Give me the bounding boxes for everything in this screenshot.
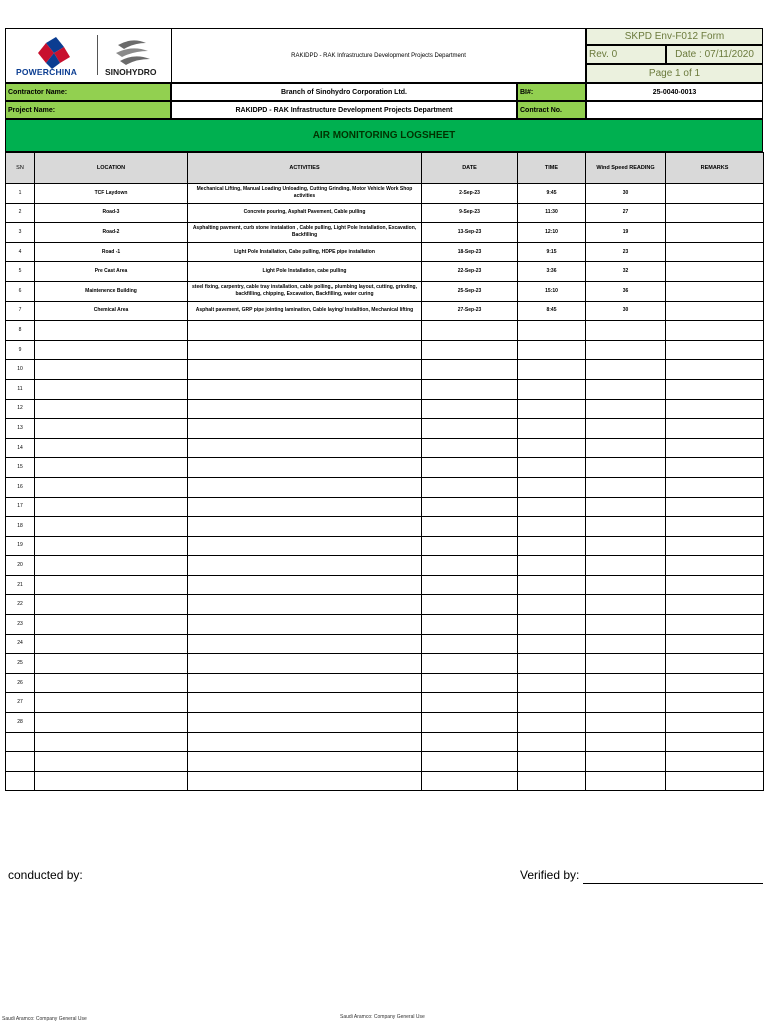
time-cell bbox=[518, 752, 586, 772]
location-cell bbox=[35, 321, 188, 341]
date-cell: 22-Sep-23 bbox=[422, 262, 518, 282]
time-cell bbox=[518, 771, 586, 791]
activities-cell bbox=[188, 360, 422, 380]
table-row bbox=[6, 223, 764, 243]
classification-footer-left: Saudi Aramco: Company General Use bbox=[2, 1016, 87, 1022]
date-cell bbox=[422, 379, 518, 399]
wind-speed-cell bbox=[586, 517, 666, 537]
remarks-cell bbox=[666, 399, 764, 419]
activities-cell bbox=[188, 615, 422, 635]
wind-speed-cell: 23 bbox=[586, 242, 666, 262]
activities-cell bbox=[188, 732, 422, 752]
location-cell bbox=[35, 477, 188, 497]
date-cell: 18-Sep-23 bbox=[422, 242, 518, 262]
remarks-cell bbox=[666, 497, 764, 517]
location-cell bbox=[35, 693, 188, 713]
time-cell bbox=[518, 360, 586, 380]
location-cell bbox=[35, 556, 188, 576]
location-cell bbox=[35, 360, 188, 380]
sn-cell: 6 bbox=[6, 281, 35, 301]
remarks-cell bbox=[666, 262, 764, 282]
table-row bbox=[6, 575, 764, 595]
time-cell bbox=[518, 340, 586, 360]
date-cell bbox=[422, 752, 518, 772]
date-cell bbox=[422, 517, 518, 537]
time-cell bbox=[518, 497, 586, 517]
wind-speed-cell bbox=[586, 379, 666, 399]
table-row bbox=[6, 517, 764, 537]
date-cell bbox=[422, 595, 518, 615]
wind-speed-cell: 19 bbox=[586, 223, 666, 243]
activities-cell bbox=[188, 399, 422, 419]
time-cell: 9:45 bbox=[518, 184, 586, 204]
activities-cell bbox=[188, 477, 422, 497]
wind-speed-cell bbox=[586, 556, 666, 576]
remarks-cell bbox=[666, 458, 764, 478]
date-cell bbox=[422, 693, 518, 713]
location-cell bbox=[35, 340, 188, 360]
time-cell bbox=[518, 477, 586, 497]
activities-cell: steel fixing, carpentry, cable tray installation, cable polling,, plumbing layout, cutting, grinding, backfilling, chipping, Excavation, Backfilling, water curing bbox=[188, 281, 422, 301]
date-cell bbox=[422, 615, 518, 635]
time-cell bbox=[518, 536, 586, 556]
classification-footer-center: Saudi Aramco: Company General Use bbox=[340, 1014, 425, 1020]
contract-value bbox=[586, 101, 763, 119]
sn-cell: 3 bbox=[6, 223, 35, 243]
time-cell bbox=[518, 634, 586, 654]
table-row bbox=[6, 262, 764, 282]
form-header bbox=[5, 28, 763, 152]
table-row bbox=[6, 654, 764, 674]
location-cell bbox=[35, 595, 188, 615]
table-row bbox=[6, 184, 764, 204]
date-cell bbox=[422, 438, 518, 458]
location-cell: Pre Cast Area bbox=[35, 262, 188, 282]
wind-speed-cell: 30 bbox=[586, 184, 666, 204]
location-cell bbox=[35, 379, 188, 399]
date-cell bbox=[422, 477, 518, 497]
table-row bbox=[6, 399, 764, 419]
sn-cell: 24 bbox=[6, 634, 35, 654]
table-row bbox=[6, 242, 764, 262]
table-row bbox=[6, 693, 764, 713]
time-cell: 9:15 bbox=[518, 242, 586, 262]
activities-cell: Light Pole Installation, Cabe pulling, HDPE pipe installation bbox=[188, 242, 422, 262]
remarks-cell bbox=[666, 184, 764, 204]
activities-cell: Concrete pouring, Asphalt Pavement, Cable pulling bbox=[188, 203, 422, 223]
table-row bbox=[6, 379, 764, 399]
table-row bbox=[6, 438, 764, 458]
wind-speed-cell bbox=[586, 536, 666, 556]
date-cell bbox=[422, 771, 518, 791]
activities-cell bbox=[188, 536, 422, 556]
wind-speed-cell bbox=[586, 497, 666, 517]
remarks-cell bbox=[666, 634, 764, 654]
wind-speed-cell: 32 bbox=[586, 262, 666, 282]
sn-cell: 22 bbox=[6, 595, 35, 615]
location-cell bbox=[35, 673, 188, 693]
remarks-cell bbox=[666, 732, 764, 752]
sn-cell: 21 bbox=[6, 575, 35, 595]
form-code: SKPD Env-F012 Form bbox=[586, 28, 763, 45]
time-cell: 12:10 bbox=[518, 223, 586, 243]
location-cell bbox=[35, 497, 188, 517]
date-cell bbox=[422, 536, 518, 556]
location-cell bbox=[35, 536, 188, 556]
col-header-remarks: REMARKS bbox=[666, 153, 764, 184]
table-header-row bbox=[6, 153, 764, 184]
sn-cell bbox=[6, 732, 35, 752]
time-cell: 8:45 bbox=[518, 301, 586, 321]
remarks-cell bbox=[666, 673, 764, 693]
sn-cell: 27 bbox=[6, 693, 35, 713]
remarks-cell bbox=[666, 517, 764, 537]
sn-cell: 18 bbox=[6, 517, 35, 537]
table-row bbox=[6, 203, 764, 223]
date-cell: 25-Sep-23 bbox=[422, 281, 518, 301]
location-cell: Road -1 bbox=[35, 242, 188, 262]
wind-speed-cell bbox=[586, 477, 666, 497]
table-row bbox=[6, 477, 764, 497]
wind-speed-cell bbox=[586, 575, 666, 595]
table-row bbox=[6, 556, 764, 576]
activities-cell bbox=[188, 634, 422, 654]
project-label: Project Name: bbox=[5, 101, 171, 119]
date-cell bbox=[422, 419, 518, 439]
verified-by-signature-line[interactable] bbox=[583, 883, 763, 884]
wind-speed-cell bbox=[586, 595, 666, 615]
wind-speed-cell bbox=[586, 458, 666, 478]
sn-cell: 4 bbox=[6, 242, 35, 262]
bi-value: 25-0040-0013 bbox=[586, 83, 763, 101]
sn-cell: 26 bbox=[6, 673, 35, 693]
activities-cell bbox=[188, 556, 422, 576]
date-cell bbox=[422, 575, 518, 595]
location-cell bbox=[35, 419, 188, 439]
sn-cell: 5 bbox=[6, 262, 35, 282]
wind-speed-cell bbox=[586, 693, 666, 713]
activities-cell bbox=[188, 379, 422, 399]
wind-speed-cell bbox=[586, 752, 666, 772]
table-row bbox=[6, 673, 764, 693]
time-cell: 11:30 bbox=[518, 203, 586, 223]
time-cell: 3:36 bbox=[518, 262, 586, 282]
sheet-title: AIR MONITORING LOGSHEET bbox=[5, 119, 763, 152]
time-cell bbox=[518, 673, 586, 693]
date-cell bbox=[422, 321, 518, 341]
wind-speed-cell bbox=[586, 340, 666, 360]
time-cell bbox=[518, 399, 586, 419]
date-cell: 2-Sep-23 bbox=[422, 184, 518, 204]
remarks-cell bbox=[666, 340, 764, 360]
date-cell bbox=[422, 458, 518, 478]
time-cell bbox=[518, 556, 586, 576]
time-cell bbox=[518, 575, 586, 595]
time-cell: 15:10 bbox=[518, 281, 586, 301]
sn-cell: 25 bbox=[6, 654, 35, 674]
activities-cell bbox=[188, 595, 422, 615]
wind-speed-cell bbox=[586, 615, 666, 635]
remarks-cell bbox=[666, 536, 764, 556]
col-header-date: DATE bbox=[422, 153, 518, 184]
activities-cell bbox=[188, 419, 422, 439]
sn-cell: 17 bbox=[6, 497, 35, 517]
location-cell bbox=[35, 615, 188, 635]
time-cell bbox=[518, 732, 586, 752]
verified-by-label: Verified by: bbox=[520, 868, 580, 882]
activities-cell bbox=[188, 693, 422, 713]
wind-speed-cell bbox=[586, 419, 666, 439]
sn-cell: 19 bbox=[6, 536, 35, 556]
wind-speed-cell bbox=[586, 634, 666, 654]
wind-speed-cell bbox=[586, 438, 666, 458]
table-row bbox=[6, 497, 764, 517]
remarks-cell bbox=[666, 223, 764, 243]
table-body bbox=[6, 184, 764, 791]
table-row bbox=[6, 458, 764, 478]
conducted-by-label: conducted by: bbox=[8, 868, 83, 882]
remarks-cell bbox=[666, 556, 764, 576]
activities-cell bbox=[188, 575, 422, 595]
sinohydro-logo bbox=[102, 35, 168, 79]
table-row bbox=[6, 536, 764, 556]
remarks-cell bbox=[666, 477, 764, 497]
date-cell: 27-Sep-23 bbox=[422, 301, 518, 321]
form-date: Date : 07/11/2020 bbox=[666, 45, 763, 64]
activities-cell: Mechanical Lifting, Manual Loading Unloading, Cutting Grinding, Motor Vehicle Work Shop activities bbox=[188, 184, 422, 204]
project-value: RAKIDPD - RAK Infrastructure Development Projects Department bbox=[171, 101, 517, 119]
activities-cell bbox=[188, 752, 422, 772]
location-cell bbox=[35, 634, 188, 654]
contractor-label: Contractor Name: bbox=[5, 83, 171, 101]
location-cell bbox=[35, 713, 188, 733]
wind-speed-cell bbox=[586, 732, 666, 752]
activities-cell bbox=[188, 517, 422, 537]
contract-label: Contract No. bbox=[517, 101, 586, 119]
wind-speed-cell: 36 bbox=[586, 281, 666, 301]
activities-cell: Asphalting pavment, curb stone instalation , Cable pulling, Light Pole Installation, Excavation, Backfilling bbox=[188, 223, 422, 243]
location-cell bbox=[35, 575, 188, 595]
time-cell bbox=[518, 321, 586, 341]
powerchina-wordmark: POWERCHINA bbox=[16, 67, 78, 77]
col-header-activities: ACTIVITIES bbox=[188, 153, 422, 184]
activities-cell bbox=[188, 673, 422, 693]
date-cell bbox=[422, 654, 518, 674]
table-row bbox=[6, 752, 764, 772]
remarks-cell bbox=[666, 752, 764, 772]
remarks-cell bbox=[666, 713, 764, 733]
remarks-cell bbox=[666, 203, 764, 223]
table-row bbox=[6, 771, 764, 791]
logo-divider bbox=[97, 35, 98, 75]
wind-speed-cell bbox=[586, 399, 666, 419]
remarks-cell bbox=[666, 771, 764, 791]
activities-cell bbox=[188, 654, 422, 674]
activities-cell: Asphalt pavement, GRP pipe jointing lamination, Cable laying/ Installtion, Mechanical lifting bbox=[188, 301, 422, 321]
date-cell bbox=[422, 634, 518, 654]
col-header-wind-speed: Wind Speed READING bbox=[586, 153, 666, 184]
table-row bbox=[6, 634, 764, 654]
location-cell bbox=[35, 399, 188, 419]
table-row bbox=[6, 595, 764, 615]
time-cell bbox=[518, 654, 586, 674]
sn-cell: 1 bbox=[6, 184, 35, 204]
activities-cell bbox=[188, 438, 422, 458]
wind-speed-cell: 27 bbox=[586, 203, 666, 223]
powerchina-logo bbox=[16, 35, 90, 79]
sn-cell: 28 bbox=[6, 713, 35, 733]
date-cell bbox=[422, 497, 518, 517]
activities-cell bbox=[188, 771, 422, 791]
time-cell bbox=[518, 379, 586, 399]
remarks-cell bbox=[666, 301, 764, 321]
air-monitoring-table bbox=[5, 152, 764, 791]
table-row bbox=[6, 732, 764, 752]
location-cell: TCF Laydown bbox=[35, 184, 188, 204]
bi-label: BI#: bbox=[517, 83, 586, 101]
remarks-cell bbox=[666, 438, 764, 458]
sn-cell: 20 bbox=[6, 556, 35, 576]
table-row bbox=[6, 301, 764, 321]
remarks-cell bbox=[666, 242, 764, 262]
activities-cell bbox=[188, 713, 422, 733]
remarks-cell bbox=[666, 360, 764, 380]
table-row bbox=[6, 340, 764, 360]
remarks-cell bbox=[666, 419, 764, 439]
location-cell bbox=[35, 732, 188, 752]
remarks-cell bbox=[666, 575, 764, 595]
time-cell bbox=[518, 438, 586, 458]
date-cell bbox=[422, 732, 518, 752]
remarks-cell bbox=[666, 615, 764, 635]
remarks-cell bbox=[666, 693, 764, 713]
sn-cell: 9 bbox=[6, 340, 35, 360]
location-cell bbox=[35, 517, 188, 537]
location-cell: Road-3 bbox=[35, 203, 188, 223]
revision: Rev. 0 bbox=[586, 45, 666, 64]
remarks-cell bbox=[666, 281, 764, 301]
sinohydro-wordmark: SINOHYDRO bbox=[105, 67, 157, 77]
table-row bbox=[6, 615, 764, 635]
wind-speed-cell bbox=[586, 360, 666, 380]
wind-speed-cell bbox=[586, 673, 666, 693]
date-cell bbox=[422, 340, 518, 360]
activities-cell bbox=[188, 497, 422, 517]
time-cell bbox=[518, 713, 586, 733]
sn-cell bbox=[6, 752, 35, 772]
time-cell bbox=[518, 517, 586, 537]
sn-cell: 14 bbox=[6, 438, 35, 458]
sn-cell bbox=[6, 771, 35, 791]
date-cell bbox=[422, 399, 518, 419]
time-cell bbox=[518, 595, 586, 615]
remarks-cell bbox=[666, 595, 764, 615]
table-row bbox=[6, 419, 764, 439]
location-cell bbox=[35, 752, 188, 772]
sn-cell: 15 bbox=[6, 458, 35, 478]
table-row bbox=[6, 281, 764, 301]
location-cell bbox=[35, 654, 188, 674]
table-row bbox=[6, 360, 764, 380]
sn-cell: 11 bbox=[6, 379, 35, 399]
remarks-cell bbox=[666, 321, 764, 341]
date-cell: 13-Sep-23 bbox=[422, 223, 518, 243]
logo-cell bbox=[5, 28, 171, 83]
wind-speed-cell bbox=[586, 654, 666, 674]
header-title: RAKIDPD - RAK Infrastructure Development Projects Department bbox=[171, 28, 586, 83]
table-row bbox=[6, 321, 764, 341]
location-cell: Chemical Area bbox=[35, 301, 188, 321]
activities-cell bbox=[188, 321, 422, 341]
activities-cell: Light Pole Installation, cabe pulling bbox=[188, 262, 422, 282]
sn-cell: 13 bbox=[6, 419, 35, 439]
location-cell: Road-2 bbox=[35, 223, 188, 243]
wind-speed-cell bbox=[586, 321, 666, 341]
wind-speed-cell bbox=[586, 713, 666, 733]
time-cell bbox=[518, 458, 586, 478]
col-header-time: TIME bbox=[518, 153, 586, 184]
activities-cell bbox=[188, 340, 422, 360]
date-cell bbox=[422, 360, 518, 380]
date-cell: 9-Sep-23 bbox=[422, 203, 518, 223]
date-cell bbox=[422, 673, 518, 693]
location-cell: Maintenence Building bbox=[35, 281, 188, 301]
wind-speed-cell: 30 bbox=[586, 301, 666, 321]
wind-speed-cell bbox=[586, 771, 666, 791]
time-cell bbox=[518, 419, 586, 439]
remarks-cell bbox=[666, 379, 764, 399]
date-cell bbox=[422, 713, 518, 733]
location-cell bbox=[35, 458, 188, 478]
table-row bbox=[6, 713, 764, 733]
col-header-sn: SN bbox=[6, 153, 35, 184]
sn-cell: 8 bbox=[6, 321, 35, 341]
page-number: Page 1 of 1 bbox=[586, 64, 763, 83]
sn-cell: 2 bbox=[6, 203, 35, 223]
time-cell bbox=[518, 615, 586, 635]
col-header-location: LOCATION bbox=[35, 153, 188, 184]
sn-cell: 10 bbox=[6, 360, 35, 380]
sn-cell: 7 bbox=[6, 301, 35, 321]
sn-cell: 12 bbox=[6, 399, 35, 419]
sn-cell: 23 bbox=[6, 615, 35, 635]
remarks-cell bbox=[666, 654, 764, 674]
location-cell bbox=[35, 438, 188, 458]
time-cell bbox=[518, 693, 586, 713]
activities-cell bbox=[188, 458, 422, 478]
location-cell bbox=[35, 771, 188, 791]
sn-cell: 16 bbox=[6, 477, 35, 497]
contractor-value: Branch of Sinohydro Corporation Ltd. bbox=[171, 83, 517, 101]
date-cell bbox=[422, 556, 518, 576]
